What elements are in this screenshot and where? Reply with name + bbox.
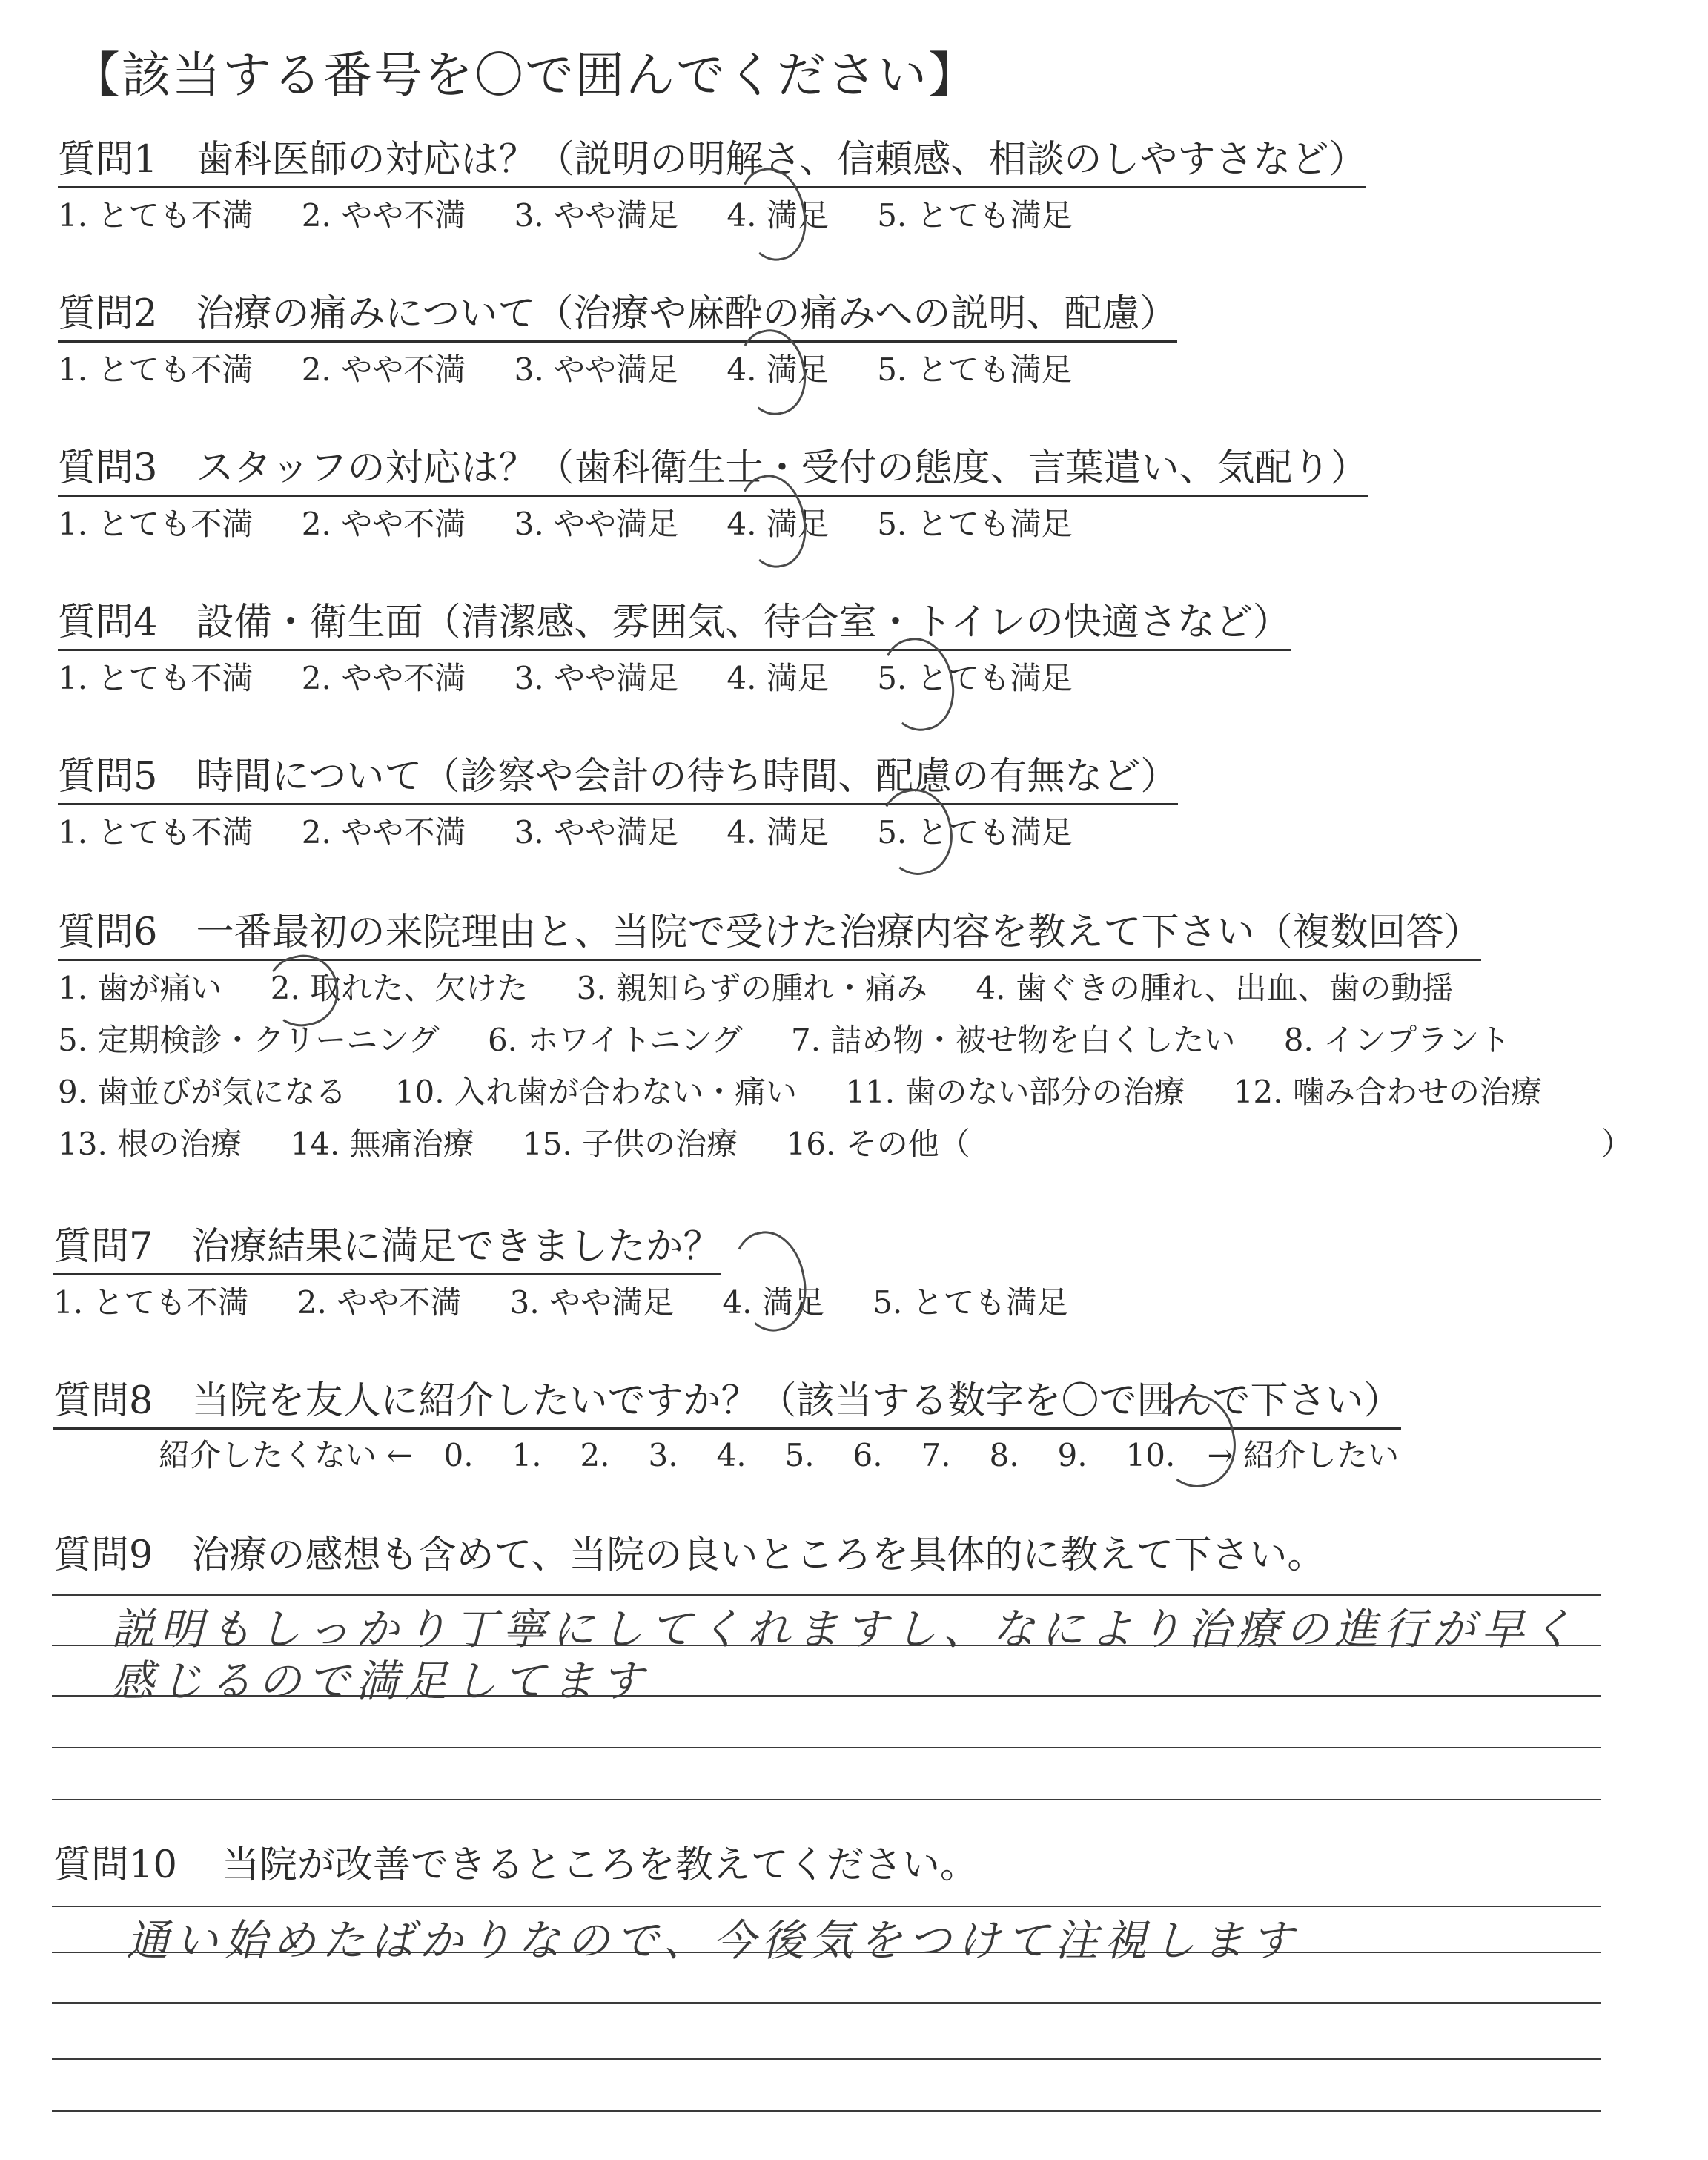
answer-line (52, 1799, 1601, 1800)
q2-option-5[interactable]: 5. とても満足 (877, 351, 1073, 388)
q3-option-2[interactable]: 2. やや不満 (301, 506, 466, 542)
q4-option-2[interactable]: 2. やや不満 (301, 660, 466, 696)
question-1-options (58, 197, 1111, 234)
answer-line (52, 2110, 1601, 2112)
question-9-title (53, 1533, 1325, 1582)
q3-option-5[interactable]: 5. とても満足 (877, 506, 1073, 542)
question-6-title (58, 911, 1482, 961)
question-2-text: 治療の痛みについて（治療や麻酔の痛みへの説明、配慮） (196, 292, 1178, 336)
scale-right-label: → 紹介したい (1207, 1437, 1400, 1473)
q4-option-4[interactable]: 4. 満足 (726, 660, 829, 696)
q6-option-11[interactable]: 11. 歯のない部分の治療 (845, 1074, 1185, 1110)
question-4-number: 質問4 (58, 601, 158, 644)
q2-option-1[interactable]: 1. とても不満 (58, 351, 254, 388)
scale-10[interactable]: 10. (1125, 1437, 1176, 1473)
q7-option-5[interactable]: 5. とても満足 (873, 1284, 1068, 1321)
q4-option-3[interactable]: 3. やや満足 (514, 660, 679, 696)
question-3-number: 質問3 (58, 446, 158, 490)
q6-option-13[interactable]: 13. 根の治療 (58, 1126, 242, 1162)
question-2-options (58, 351, 1111, 388)
q5-option-1[interactable]: 1. とても不満 (58, 814, 254, 851)
q1-option-4[interactable]: 4. 満足 (726, 197, 829, 234)
question-7-number: 質問7 (53, 1225, 153, 1269)
question-3-options (58, 506, 1111, 542)
scale-6[interactable]: 6. (853, 1437, 883, 1473)
scale-0[interactable]: 0. (443, 1437, 474, 1473)
q9-handwritten-answer-line-2: 感じるので満足してます (111, 1656, 650, 1706)
q10-handwritten-answer-line-1: 通い始めたばかりなので、今後気をつけて注視します (126, 1915, 1300, 1966)
q1-option-3[interactable]: 3. やや満足 (514, 197, 679, 234)
q6-answer-circle (260, 948, 345, 1033)
scale-left-label: 紹介したくない ← (159, 1437, 413, 1473)
scale-7[interactable]: 7. (921, 1437, 951, 1473)
question-4-title (58, 601, 1291, 651)
q6-option-16[interactable]: 16. その他（ (786, 1126, 970, 1162)
q6-option-1[interactable]: 1. 歯が痛い (58, 970, 222, 1006)
q6-option-2[interactable]: 2. 取れた、欠けた (270, 970, 529, 1006)
question-9-number: 質問9 (53, 1533, 153, 1577)
q4-option-1[interactable]: 1. とても不満 (58, 660, 254, 696)
q6-option-4[interactable]: 4. 歯ぐきの腫れ、出血、歯の動揺 (976, 970, 1454, 1006)
question-1-title (58, 138, 1367, 188)
q6-option-9[interactable]: 9. 歯並びが気になる (58, 1074, 347, 1110)
question-6-text: 一番最初の来院理由と、当院で受けた治療内容を教えて下さい（複数回答） (196, 911, 1482, 954)
question-10-text: 当院が改善できるところを教えてください。 (221, 1843, 978, 1887)
q2-option-2[interactable]: 2. やや不満 (301, 351, 466, 388)
q6-option-3[interactable]: 3. 親知らずの腫れ・痛み (576, 970, 928, 1006)
q3-option-1[interactable]: 1. とても不満 (58, 506, 254, 542)
q7-answer-circle (724, 1225, 815, 1338)
q1-option-2[interactable]: 2. やや不満 (301, 197, 466, 234)
q6-option-12[interactable]: 12. 噛み合わせの治療 (1233, 1074, 1542, 1110)
q6-option-10[interactable]: 10. 入れ歯が合わない・痛い (394, 1074, 797, 1110)
scale-5[interactable]: 5. (784, 1437, 815, 1473)
question-10-title (53, 1843, 978, 1892)
q3-option-4[interactable]: 4. 満足 (726, 506, 829, 542)
q7-option-2[interactable]: 2. やや不満 (297, 1284, 462, 1321)
q5-option-2[interactable]: 2. やや不満 (301, 814, 466, 851)
question-5-title (58, 755, 1179, 805)
scale-4[interactable]: 4. (716, 1437, 747, 1473)
question-8-text: 当院を友人に紹介したいですか？（該当する数字を〇で囲んで下さい） (191, 1379, 1402, 1423)
q6-other-close-paren: ） (1601, 1126, 1633, 1162)
q2-option-4[interactable]: 4. 満足 (726, 351, 829, 388)
q7-option-4[interactable]: 4. 満足 (722, 1284, 824, 1321)
scale-1[interactable]: 1. (512, 1437, 542, 1473)
question-7-text: 治療結果に満足できましたか？ (191, 1225, 721, 1269)
question-5-text: 時間について（診察や会計の待ち時間、配慮の有無など） (196, 755, 1179, 799)
question-9-text: 治療の感想も含めて、当院の良いところを具体的に教えて下さい。 (191, 1533, 1325, 1577)
question-8-number: 質問8 (53, 1379, 153, 1423)
q6-option-5[interactable]: 5. 定期検診・クリーニング (58, 1022, 440, 1058)
q1-option-5[interactable]: 5. とても満足 (877, 197, 1073, 234)
q5-option-3[interactable]: 3. やや満足 (514, 814, 679, 851)
question-10-number: 質問10 (53, 1843, 177, 1887)
scale-3[interactable]: 3. (648, 1437, 678, 1473)
q6-option-14[interactable]: 14. 無痛治療 (290, 1126, 474, 1162)
question-2-number: 質問2 (58, 292, 158, 336)
q6-option-6[interactable]: 6. ホワイトニング (487, 1022, 743, 1058)
q1-option-1[interactable]: 1. とても不満 (58, 197, 254, 234)
q6-option-8[interactable]: 8. インプラント (1283, 1022, 1511, 1058)
question-6-row-4 (58, 1126, 1615, 1162)
question-7-options (53, 1284, 1107, 1321)
question-7-title (53, 1225, 721, 1275)
scale-9[interactable]: 9. (1057, 1437, 1088, 1473)
answer-line (52, 2058, 1601, 2060)
question-4-text: 設備・衛生面（清潔感、雰囲気、待合室・トイレの快適さなど） (196, 601, 1291, 644)
q4-option-5[interactable]: 5. とても満足 (877, 660, 1073, 696)
answer-line (52, 1747, 1601, 1748)
question-6-row-3 (58, 1074, 1580, 1110)
q9-handwritten-answer-line-1: 説明もしっかり丁寧にしてくれますし、なにより治療の進行が早く (111, 1604, 1580, 1654)
q6-option-7[interactable]: 7. 詰め物・被せ物を白くしたい (790, 1022, 1236, 1058)
question-6-row-2 (58, 1022, 1549, 1058)
q2-option-3[interactable]: 3. やや満足 (514, 351, 679, 388)
question-6-number: 質問6 (58, 911, 158, 954)
question-5-number: 質問5 (58, 755, 158, 799)
question-1-number: 質問1 (58, 138, 158, 182)
question-3-title (58, 446, 1368, 497)
question-2-title (58, 292, 1178, 343)
q5-option-5[interactable]: 5. とても満足 (877, 814, 1073, 851)
question-5-options (58, 814, 1111, 851)
q7-option-1[interactable]: 1. とても不満 (53, 1284, 249, 1321)
q7-option-3[interactable]: 3. やや満足 (509, 1284, 675, 1321)
q6-option-15[interactable]: 15. 子供の治療 (523, 1126, 738, 1162)
question-3-text: スタッフの対応は？（歯科衛生士・受付の態度、言葉遣い、気配り） (196, 446, 1368, 490)
instruction-heading: 【該当する番号を〇で囲んでください】 (71, 47, 979, 104)
scale-2[interactable]: 2. (580, 1437, 610, 1473)
question-1-text: 歯科医師の対応は？（説明の明解さ、信頼感、相談のしやすさなど） (196, 138, 1367, 182)
q3-option-3[interactable]: 3. やや満足 (514, 506, 679, 542)
answer-line (52, 2002, 1601, 2004)
q5-option-4[interactable]: 4. 満足 (726, 814, 829, 851)
scale-8[interactable]: 8. (989, 1437, 1019, 1473)
